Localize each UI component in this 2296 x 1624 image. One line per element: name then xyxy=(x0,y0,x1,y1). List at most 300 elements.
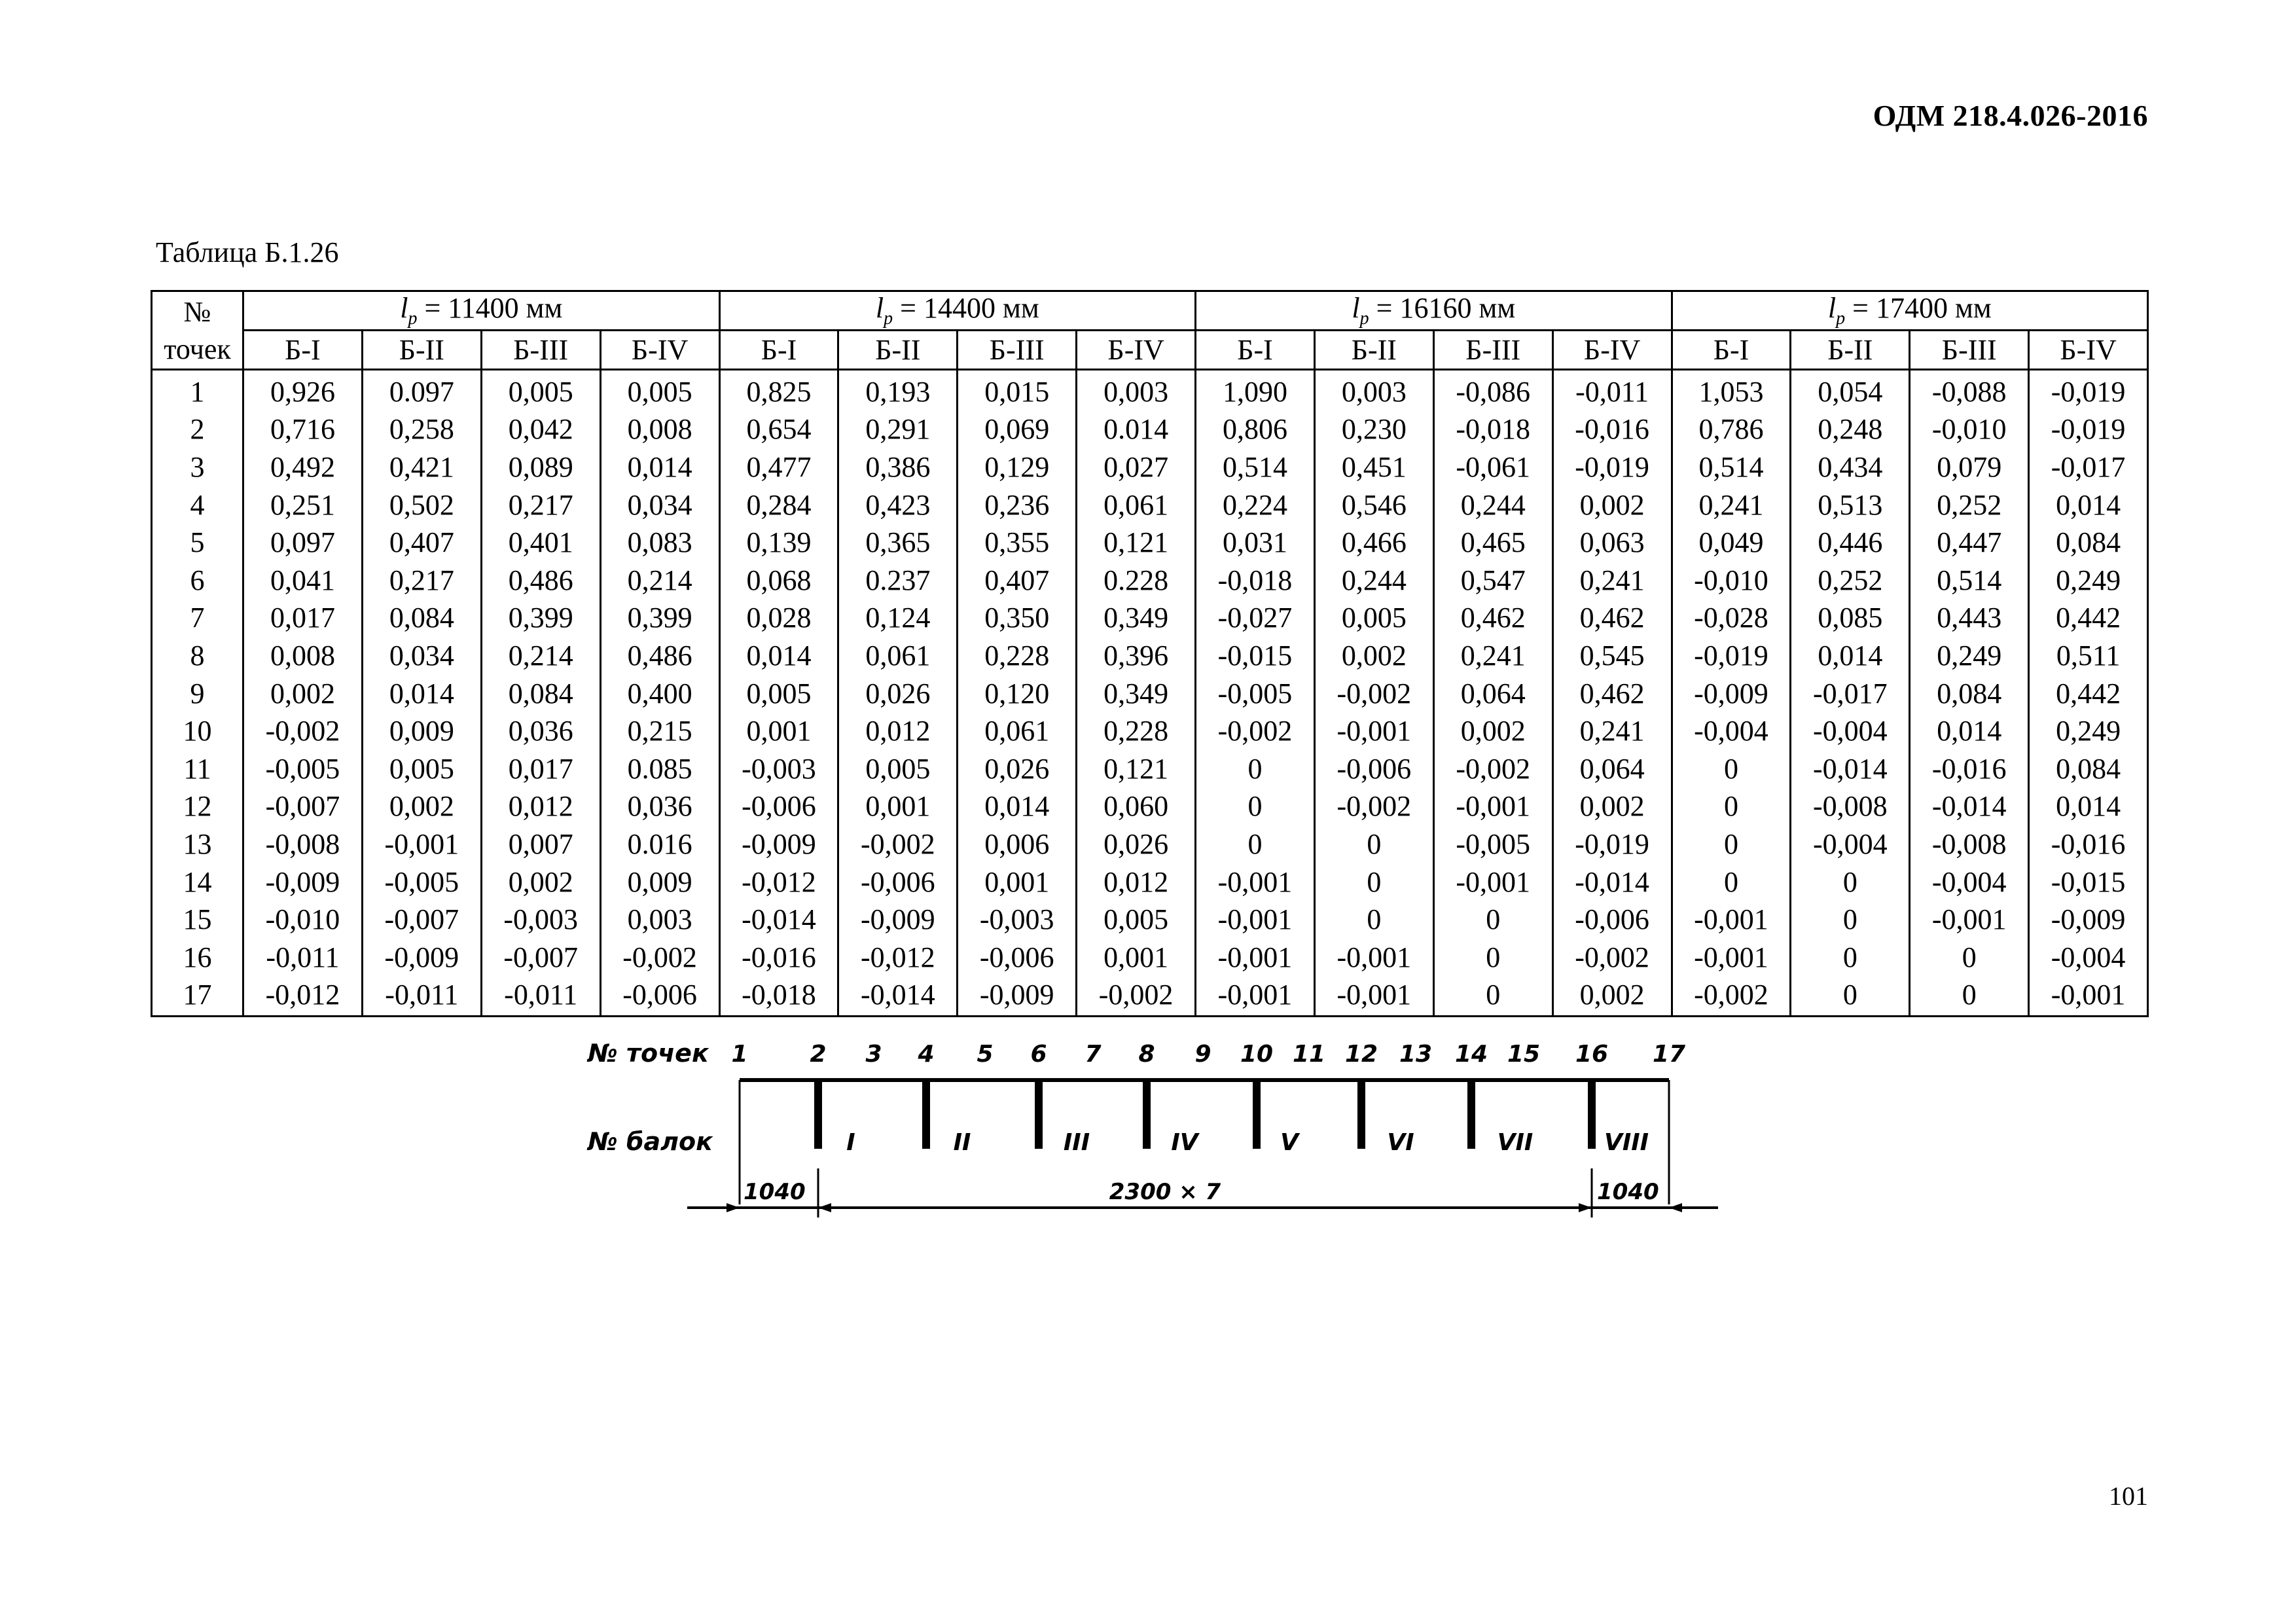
point-number-cell: 10 xyxy=(152,712,243,750)
coefficient-cell: 0,014 xyxy=(1910,712,2029,750)
coefficient-cell: -0,016 xyxy=(1552,411,1672,449)
coefficient-cell: 0,017 xyxy=(243,600,363,638)
coefficient-cell: -0,001 xyxy=(1910,901,2029,939)
point-number-cell: 3 xyxy=(152,448,243,486)
coefficient-cell: -0,003 xyxy=(958,901,1077,939)
coefficient-cell: 0,008 xyxy=(243,637,363,675)
coefficient-cell: 0,806 xyxy=(1196,411,1315,449)
point-number-label: 15 xyxy=(1507,1041,1541,1068)
beam-numeral: III xyxy=(1063,1129,1090,1156)
coefficient-cell: 0,446 xyxy=(1791,524,1910,562)
point-number-cell: 13 xyxy=(152,825,243,863)
coefficient-cell: 0,451 xyxy=(1314,448,1433,486)
coefficient-cell: -0,001 xyxy=(1196,939,1315,977)
coefficient-cell: 0,064 xyxy=(1433,675,1552,713)
coefficient-cell: -0,006 xyxy=(958,939,1077,977)
point-number-label: 6 xyxy=(1030,1041,1047,1068)
coefficient-cell: 0,786 xyxy=(1672,411,1791,449)
coefficient-cell: 0,089 xyxy=(481,448,600,486)
coefficient-cell: 0,002 xyxy=(481,863,600,901)
coefficient-cell: 0,241 xyxy=(1672,486,1791,524)
coefficient-cell: -0,014 xyxy=(1552,863,1672,901)
point-number-label: 3 xyxy=(865,1041,882,1068)
coefficient-cell: 0.097 xyxy=(362,370,481,411)
coefficient-cell: 0,121 xyxy=(1077,524,1196,562)
table-row xyxy=(152,712,2148,750)
table-row xyxy=(152,901,2148,939)
coefficient-cell: 0,006 xyxy=(958,825,1077,863)
beam-header: Б-II xyxy=(1791,331,1910,370)
coefficient-cell: -0,002 xyxy=(1314,675,1433,713)
coefficient-cell: 0,447 xyxy=(1910,524,2029,562)
table-body xyxy=(152,370,2148,1017)
coefficient-cell: 0.085 xyxy=(600,750,719,788)
coefficient-cell: -0,001 xyxy=(1196,901,1315,939)
coefficient-cell: 0,097 xyxy=(243,524,363,562)
coefficient-cell: -0,011 xyxy=(1552,370,1672,411)
beam-numeral: I xyxy=(846,1129,855,1156)
coefficient-cell: 0,349 xyxy=(1077,675,1196,713)
beam-header: Б-IV xyxy=(1552,331,1672,370)
coefficient-cell: 0,014 xyxy=(2029,486,2148,524)
coefficient-cell: 0.014 xyxy=(1077,411,1196,449)
table-row xyxy=(152,562,2148,600)
coefficient-cell: -0,002 xyxy=(1077,977,1196,1017)
point-number-cell: 11 xyxy=(152,750,243,788)
coefficient-cell: 0 xyxy=(1196,750,1315,788)
coefficient-cell: 0,026 xyxy=(838,675,958,713)
influence-coefficients-table xyxy=(151,290,2149,1017)
coefficient-cell: 0,442 xyxy=(2029,600,2148,638)
coefficient-cell: -0,018 xyxy=(719,977,838,1017)
coefficient-cell: -0,005 xyxy=(243,750,363,788)
coefficient-cell: 0,002 xyxy=(1433,712,1552,750)
beam-header: Б-I xyxy=(1196,331,1315,370)
coefficient-cell: 0,060 xyxy=(1077,788,1196,826)
coefficient-cell: 0 xyxy=(1672,863,1791,901)
coefficient-cell: 0,547 xyxy=(1433,562,1552,600)
coefficient-cell: 1,090 xyxy=(1196,370,1315,411)
coefficient-cell: 0,007 xyxy=(481,825,600,863)
coefficient-cell: -0,002 xyxy=(1314,788,1433,826)
coefficient-cell: 0,120 xyxy=(958,675,1077,713)
coefficient-cell: 0,492 xyxy=(243,448,363,486)
coefficient-cell: -0,016 xyxy=(2029,825,2148,863)
coefficient-cell: -0,002 xyxy=(1433,750,1552,788)
coefficient-cell: 0,012 xyxy=(1077,863,1196,901)
beam-web xyxy=(1588,1080,1596,1149)
coefficient-cell: 0,365 xyxy=(838,524,958,562)
point-number-cell: 6 xyxy=(152,562,243,600)
coefficient-cell: -0,014 xyxy=(1791,750,1910,788)
beam-numerals xyxy=(846,1129,1649,1156)
point-number-cell: 1 xyxy=(152,370,243,411)
coefficient-cell: 0,716 xyxy=(243,411,363,449)
coefficient-cell: -0,002 xyxy=(1552,939,1672,977)
coefficient-cell: -0,006 xyxy=(719,788,838,826)
point-number-label: 13 xyxy=(1399,1041,1433,1068)
coefficient-cell: 0,399 xyxy=(481,600,600,638)
coefficient-cell: 0,244 xyxy=(1314,562,1433,600)
coefficient-cell: -0,001 xyxy=(362,825,481,863)
coefficient-cell: 0,421 xyxy=(362,448,481,486)
table-row xyxy=(152,486,2148,524)
coefficient-cell: 0,061 xyxy=(1077,486,1196,524)
coefficient-cell: 0,401 xyxy=(481,524,600,562)
coefficient-cell: -0,010 xyxy=(1910,411,2029,449)
coefficient-cell: 1,053 xyxy=(1672,370,1791,411)
coefficient-cell: -0,019 xyxy=(2029,411,2148,449)
dim-left-label: 1040 xyxy=(744,1179,806,1205)
coefficient-cell: 0,217 xyxy=(362,562,481,600)
coefficient-cell: 0,486 xyxy=(481,562,600,600)
coefficient-cell: 0 xyxy=(1672,750,1791,788)
coefficient-cell: 0,462 xyxy=(1552,675,1672,713)
coefficient-cell: 0,005 xyxy=(362,750,481,788)
point-number-header-line2: точек xyxy=(164,333,231,365)
span-header-4 xyxy=(1672,291,2148,331)
coefficient-cell: 0,241 xyxy=(1552,562,1672,600)
coefficient-cell: -0,004 xyxy=(1791,712,1910,750)
coefficient-cell: 0,228 xyxy=(958,637,1077,675)
coefficient-cell: 0,085 xyxy=(1791,600,1910,638)
coefficient-cell: -0,006 xyxy=(600,977,719,1017)
coefficient-cell: 0,069 xyxy=(958,411,1077,449)
beams-label: № балок xyxy=(588,1127,713,1156)
coefficient-cell: 0,064 xyxy=(1552,750,1672,788)
span-header-2 xyxy=(719,291,1196,331)
table-row xyxy=(152,788,2148,826)
coefficient-cell: -0,016 xyxy=(1910,750,2029,788)
coefficient-cell: 0,079 xyxy=(1910,448,2029,486)
coefficient-cell: 0,005 xyxy=(600,370,719,411)
coefficient-cell: 0,008 xyxy=(600,411,719,449)
point-number-label: 14 xyxy=(1454,1041,1488,1068)
point-number-cell: 8 xyxy=(152,637,243,675)
coefficient-cell: 0,005 xyxy=(1077,901,1196,939)
coefficient-cell: 0,083 xyxy=(600,524,719,562)
coefficient-cell: 0 xyxy=(1433,977,1552,1017)
coefficient-cell: 0,121 xyxy=(1077,750,1196,788)
coefficient-cell: -0,006 xyxy=(1552,901,1672,939)
coefficient-cell: 0,241 xyxy=(1433,637,1552,675)
coefficient-cell: 0,001 xyxy=(1077,939,1196,977)
dim-middle-label: 2300 × 7 xyxy=(1109,1179,1221,1205)
coefficient-cell: -0,014 xyxy=(719,901,838,939)
coefficient-cell: 0,355 xyxy=(958,524,1077,562)
coefficient-cell: 0,026 xyxy=(958,750,1077,788)
coefficient-cell: 0,249 xyxy=(1910,637,2029,675)
coefficient-cell: -0,009 xyxy=(1672,675,1791,713)
coefficient-cell: 0,513 xyxy=(1791,486,1910,524)
point-number-label: 16 xyxy=(1575,1041,1609,1068)
coefficient-cell: -0,015 xyxy=(2029,863,2148,901)
coefficient-cell: 0,084 xyxy=(481,675,600,713)
coefficient-cell: -0,061 xyxy=(1433,448,1552,486)
coefficient-cell: -0,002 xyxy=(600,939,719,977)
coefficient-cell: 0,511 xyxy=(2029,637,2148,675)
coefficient-cell: 0,061 xyxy=(958,712,1077,750)
point-number-label: 10 xyxy=(1240,1041,1274,1068)
coefficient-cell: 0,026 xyxy=(1077,825,1196,863)
coefficient-cell: 0,139 xyxy=(719,524,838,562)
coefficient-cell: 0,014 xyxy=(362,675,481,713)
page-number: 101 xyxy=(2109,1481,2148,1511)
coefficient-cell: 0,084 xyxy=(362,600,481,638)
span-subscript: p xyxy=(1359,308,1369,329)
coefficient-cell: 0,014 xyxy=(958,788,1077,826)
coefficient-cell: 0,217 xyxy=(481,486,600,524)
coefficient-cell: 0,014 xyxy=(2029,788,2148,826)
coefficient-cell: 0,252 xyxy=(1910,486,2029,524)
coefficient-cell: -0,007 xyxy=(481,939,600,977)
coefficient-cell: -0,006 xyxy=(838,863,958,901)
coefficient-cell: -0,017 xyxy=(1791,675,1910,713)
beam-header: Б-II xyxy=(362,331,481,370)
coefficient-cell: -0,014 xyxy=(838,977,958,1017)
table-row xyxy=(152,977,2148,1017)
coefficient-cell: 0,003 xyxy=(1077,370,1196,411)
coefficient-cell: 0,399 xyxy=(600,600,719,638)
table-caption: Таблица Б.1.26 xyxy=(156,236,339,268)
coefficient-cell: 0,014 xyxy=(719,637,838,675)
span-value: = 16160 мм xyxy=(1369,291,1516,324)
point-number-cell: 4 xyxy=(152,486,243,524)
coefficient-cell: 0 xyxy=(1196,825,1315,863)
table-row xyxy=(152,637,2148,675)
beam-header: Б-III xyxy=(1910,331,2029,370)
coefficient-cell: 0,049 xyxy=(1672,524,1791,562)
coefficient-cell: -0,011 xyxy=(243,939,363,977)
coefficient-cell: 0,486 xyxy=(600,637,719,675)
coefficient-cell: 0.237 xyxy=(838,562,958,600)
table-row xyxy=(152,448,2148,486)
point-number-cell: 5 xyxy=(152,524,243,562)
coefficient-cell: 0,825 xyxy=(719,370,838,411)
coefficient-cell: 0,236 xyxy=(958,486,1077,524)
coefficient-cell: 0 xyxy=(1791,939,1910,977)
coefficient-cell: -0,011 xyxy=(481,977,600,1017)
coefficient-cell: 0,084 xyxy=(2029,750,2148,788)
coefficient-cell: 0,012 xyxy=(838,712,958,750)
coefficient-cell: 0.016 xyxy=(600,825,719,863)
beam-header: Б-I xyxy=(243,331,363,370)
dim-arrow-right xyxy=(1669,1203,1682,1212)
coefficient-cell: -0,088 xyxy=(1910,370,2029,411)
point-number-label: 1 xyxy=(731,1041,748,1068)
point-number-label: 12 xyxy=(1344,1041,1378,1068)
coefficient-cell: 0 xyxy=(1791,977,1910,1017)
coefficient-cell: 0,005 xyxy=(481,370,600,411)
coefficient-cell: -0,012 xyxy=(838,939,958,977)
coefficient-cell: -0,010 xyxy=(1672,562,1791,600)
coefficient-cell: 0,423 xyxy=(838,486,958,524)
coefficient-cell: 0,068 xyxy=(719,562,838,600)
dim-arrow-mid-right xyxy=(1579,1203,1592,1212)
table-row xyxy=(152,411,2148,449)
table-row xyxy=(152,863,2148,901)
coefficient-cell: -0,001 xyxy=(1314,712,1433,750)
span-symbol: l xyxy=(1827,291,1837,324)
beams xyxy=(814,1080,1596,1149)
point-number-label: 17 xyxy=(1652,1041,1686,1068)
coefficient-cell: -0,001 xyxy=(1314,939,1433,977)
coefficient-cell: -0,009 xyxy=(243,863,363,901)
coefficient-cell: 0,041 xyxy=(243,562,363,600)
beam-numeral: VI xyxy=(1387,1129,1414,1156)
coefficient-cell: 0,214 xyxy=(600,562,719,600)
beam-header: Б-IV xyxy=(600,331,719,370)
coefficient-cell: -0,015 xyxy=(1196,637,1315,675)
point-number-cell: 2 xyxy=(152,411,243,449)
coefficient-cell: 0,017 xyxy=(481,750,600,788)
beam-header: Б-IV xyxy=(2029,331,2148,370)
coefficient-cell: -0,002 xyxy=(243,712,363,750)
coefficient-cell: 0,462 xyxy=(1552,600,1672,638)
coefficient-cell: -0,004 xyxy=(2029,939,2148,977)
coefficient-cell: 0,349 xyxy=(1077,600,1196,638)
span-value: = 14400 мм xyxy=(893,291,1039,324)
coefficient-cell: -0,009 xyxy=(362,939,481,977)
beam-web xyxy=(1357,1080,1365,1149)
coefficient-cell: 0,258 xyxy=(362,411,481,449)
span-header-row xyxy=(152,291,2148,331)
coefficient-cell: -0,005 xyxy=(1196,675,1315,713)
coefficient-cell: 0,036 xyxy=(600,788,719,826)
coefficient-cell: 0,005 xyxy=(838,750,958,788)
coefficient-cell: 0,477 xyxy=(719,448,838,486)
beam-numeral: V xyxy=(1280,1129,1299,1156)
point-number-label: 4 xyxy=(918,1041,935,1068)
coefficient-cell: 0,001 xyxy=(838,788,958,826)
coefficient-cell: 0 xyxy=(1910,977,2029,1017)
table-row xyxy=(152,675,2148,713)
beam-web xyxy=(1253,1080,1261,1149)
point-number-cell: 12 xyxy=(152,788,243,826)
span-subscript: p xyxy=(408,308,418,329)
dim-arrow-mid-left xyxy=(818,1203,831,1212)
coefficient-cell: 0 xyxy=(1910,939,2029,977)
coefficient-cell: -0,017 xyxy=(2029,448,2148,486)
coefficient-cell: -0,019 xyxy=(1672,637,1791,675)
coefficient-cell: 0,465 xyxy=(1433,524,1552,562)
coefficient-cell: -0,027 xyxy=(1196,600,1315,638)
point-number-label: 8 xyxy=(1138,1041,1155,1068)
coefficient-cell: -0,001 xyxy=(1433,863,1552,901)
point-number-header-line1: № xyxy=(183,295,211,328)
coefficient-cell: 0,252 xyxy=(1791,562,1910,600)
beam-numeral: VIII xyxy=(1604,1129,1649,1156)
coefficient-cell: 0,249 xyxy=(2029,562,2148,600)
span-subscript: p xyxy=(1836,308,1846,329)
coefficient-cell: 0,002 xyxy=(1552,977,1672,1017)
coefficient-cell: 0,215 xyxy=(600,712,719,750)
beam-header: Б-III xyxy=(481,331,600,370)
coefficient-cell: 0,063 xyxy=(1552,524,1672,562)
coefficient-cell: -0,010 xyxy=(243,901,363,939)
coefficient-cell: 0,350 xyxy=(958,600,1077,638)
points-label: № точек xyxy=(588,1039,709,1068)
coefficient-cell: 0,124 xyxy=(838,600,958,638)
beam-header: Б-I xyxy=(719,331,838,370)
coefficient-cell: -0,004 xyxy=(1791,825,1910,863)
span-header-1 xyxy=(243,291,720,331)
coefficient-cell: 0,248 xyxy=(1791,411,1910,449)
coefficient-cell: -0,001 xyxy=(1196,863,1315,901)
coefficient-cell: 0,003 xyxy=(600,901,719,939)
coefficient-cell: 0,407 xyxy=(362,524,481,562)
coefficient-cell: 0 xyxy=(1196,788,1315,826)
coefficient-cell: -0,019 xyxy=(1552,825,1672,863)
coefficient-cell: -0,005 xyxy=(1433,825,1552,863)
coefficient-cell: 0,434 xyxy=(1791,448,1910,486)
point-number-cell: 15 xyxy=(152,901,243,939)
coefficient-cell: -0,006 xyxy=(1314,750,1433,788)
coefficient-cell: 0 xyxy=(1433,901,1552,939)
document-code: ОДМ 218.4.026-2016 xyxy=(1873,99,2148,132)
beam-header: Б-II xyxy=(1314,331,1433,370)
beam-header-row xyxy=(152,331,2148,370)
coefficient-cell: -0,012 xyxy=(719,863,838,901)
coefficient-cell: 0,502 xyxy=(362,486,481,524)
coefficient-cell: -0,003 xyxy=(481,901,600,939)
coefficient-cell: -0,019 xyxy=(2029,370,2148,411)
coefficient-cell: 0,545 xyxy=(1552,637,1672,675)
coefficient-cell: -0,009 xyxy=(958,977,1077,1017)
coefficient-cell: -0,018 xyxy=(1196,562,1315,600)
point-number-label: 11 xyxy=(1292,1041,1326,1068)
coefficient-cell: 0,442 xyxy=(2029,675,2148,713)
coefficient-cell: 0,244 xyxy=(1433,486,1552,524)
beam-header: Б-III xyxy=(1433,331,1552,370)
coefficient-cell: 0,249 xyxy=(2029,712,2148,750)
coefficient-cell: -0,002 xyxy=(1196,712,1315,750)
coefficient-cell: 0,028 xyxy=(719,600,838,638)
coefficient-cell: 0,034 xyxy=(600,486,719,524)
beam-header: Б-I xyxy=(1672,331,1791,370)
coefficient-cell: -0,001 xyxy=(1672,939,1791,977)
coefficient-cell: 0,084 xyxy=(2029,524,2148,562)
coefficient-cell: 0,926 xyxy=(243,370,363,411)
coefficient-cell: 0,001 xyxy=(958,863,1077,901)
point-number-header xyxy=(152,291,243,370)
coefficient-cell: 0,005 xyxy=(719,675,838,713)
coefficient-cell: 0,054 xyxy=(1791,370,1910,411)
beam-web xyxy=(1143,1080,1151,1149)
coefficient-cell: 0,396 xyxy=(1077,637,1196,675)
coefficient-cell: 0 xyxy=(1314,863,1433,901)
coefficient-cell: 0,443 xyxy=(1910,600,2029,638)
coefficient-cell: -0,008 xyxy=(243,825,363,863)
coefficient-cell: -0,007 xyxy=(243,788,363,826)
coefficient-cell: 0,654 xyxy=(719,411,838,449)
coefficient-cell: -0,001 xyxy=(2029,977,2148,1017)
coefficient-cell: -0,001 xyxy=(1433,788,1552,826)
coefficient-cell: -0,002 xyxy=(838,825,958,863)
coefficient-cell: -0,012 xyxy=(243,977,363,1017)
beam-header: Б-III xyxy=(958,331,1077,370)
coefficient-cell: 0,027 xyxy=(1077,448,1196,486)
coefficient-cell: -0,009 xyxy=(838,901,958,939)
coefficient-cell: 0 xyxy=(1314,901,1433,939)
coefficient-cell: 0 xyxy=(1791,901,1910,939)
point-number-label: 5 xyxy=(977,1041,994,1068)
span-subscript: p xyxy=(884,308,893,329)
coefficient-cell: 0 xyxy=(1433,939,1552,977)
coefficient-cell: 0,002 xyxy=(1552,486,1672,524)
point-number-cell: 17 xyxy=(152,977,243,1017)
beam-web xyxy=(814,1080,822,1149)
